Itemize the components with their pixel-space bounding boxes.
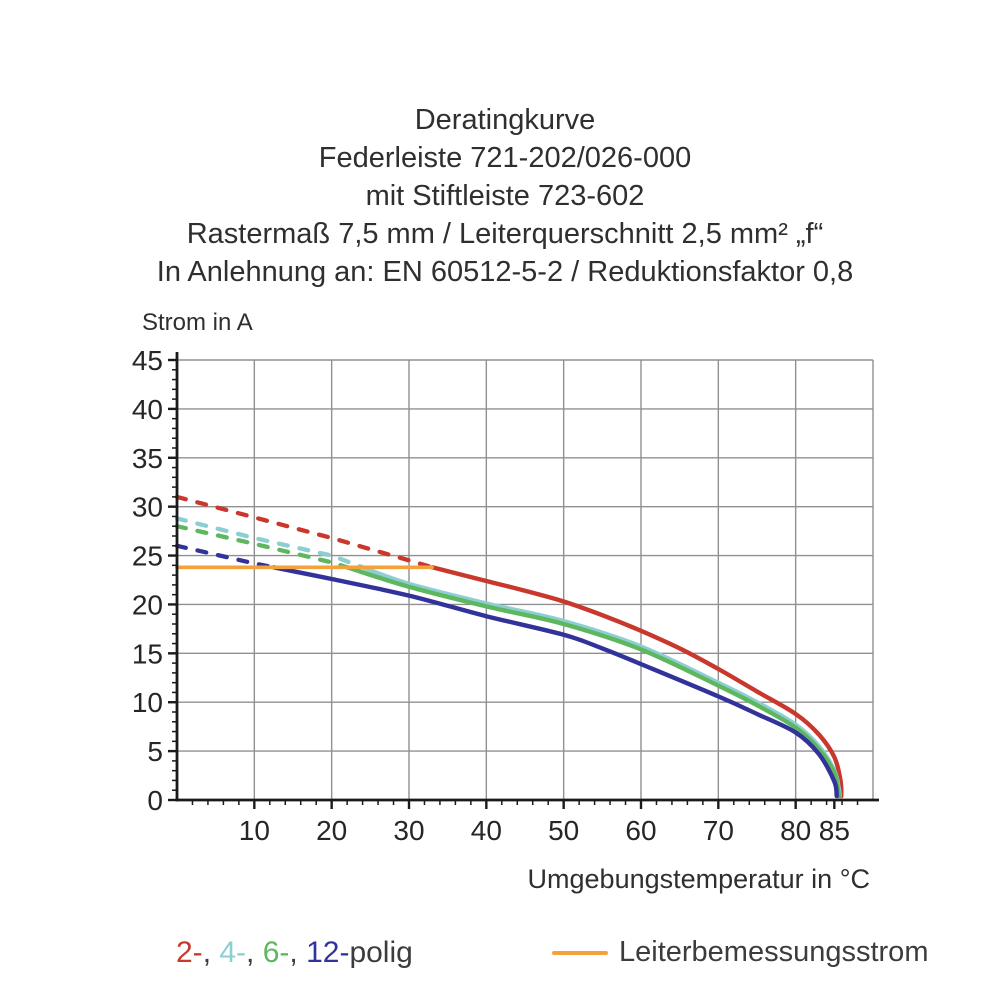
- legend-pole-part: 12-: [306, 936, 350, 969]
- x-tick-label: 40: [470, 815, 502, 846]
- title-line-1: Deratingkurve: [414, 104, 596, 136]
- y-tick-label: 25: [131, 540, 163, 572]
- curve-solid-12-polig: [274, 567, 837, 796]
- legend-pole-part: 2-: [176, 936, 203, 969]
- x-tick-label: 20: [316, 815, 348, 846]
- title-line-5: In Anlehnung an: EN 60512-5-2 / Reduktionsfaktor 0,8: [156, 256, 854, 288]
- legend-pole-part: ,: [246, 936, 263, 969]
- x-tick-label: 70: [702, 815, 734, 846]
- x-tick-label: 85: [818, 815, 850, 846]
- legend-pole-part: 4-: [219, 936, 247, 969]
- curve-solid-2-polig: [432, 567, 841, 796]
- legend-pole-part: 6-: [262, 936, 290, 969]
- x-tick-label: 60: [625, 815, 657, 846]
- rated-current-label: Leiterbemessungsstrom: [619, 936, 929, 968]
- legend-rated-current: [552, 936, 928, 969]
- y-tick-label: 20: [131, 589, 163, 621]
- y-tick-label: 40: [131, 393, 163, 425]
- legend-pole-part: polig: [349, 936, 413, 969]
- y-tick-label: 35: [131, 442, 163, 474]
- x-tick-label: 80: [780, 815, 812, 846]
- y-tick-label: 0: [147, 785, 163, 816]
- x-tick-label: 50: [548, 815, 580, 846]
- y-tick-label: 15: [131, 638, 163, 670]
- curve-solid-6-polig: [347, 567, 839, 796]
- x-axis-title: Umgebungstemperatur in °C: [527, 864, 870, 894]
- y-tick-label: 30: [131, 491, 163, 523]
- rated-current-line-swatch: [552, 951, 608, 955]
- legend-poles: [176, 936, 413, 970]
- title-line-2: Federleiste 721-202/026-000: [318, 142, 692, 174]
- legend-pole-part: ,: [202, 936, 220, 969]
- curve-dashed-6-polig: [177, 526, 347, 567]
- y-axis-title: Strom in A: [142, 309, 253, 336]
- x-tick-label: 30: [393, 815, 425, 846]
- y-tick-label: 10: [131, 687, 163, 719]
- y-tick-label: 45: [131, 345, 163, 376]
- title-line-3: mit Stiftleiste 723-602: [365, 180, 645, 212]
- x-tick-label: 10: [238, 815, 270, 846]
- y-tick-label: 5: [147, 736, 163, 768]
- title-line-4: Rastermaß 7,5 mm / Leiterquerschnitt 2,5 mm² „f“: [186, 218, 824, 250]
- curve-dashed-4-polig: [177, 518, 363, 567]
- legend-pole-part: ,: [289, 936, 307, 969]
- curve-dashed-12-polig: [177, 546, 274, 568]
